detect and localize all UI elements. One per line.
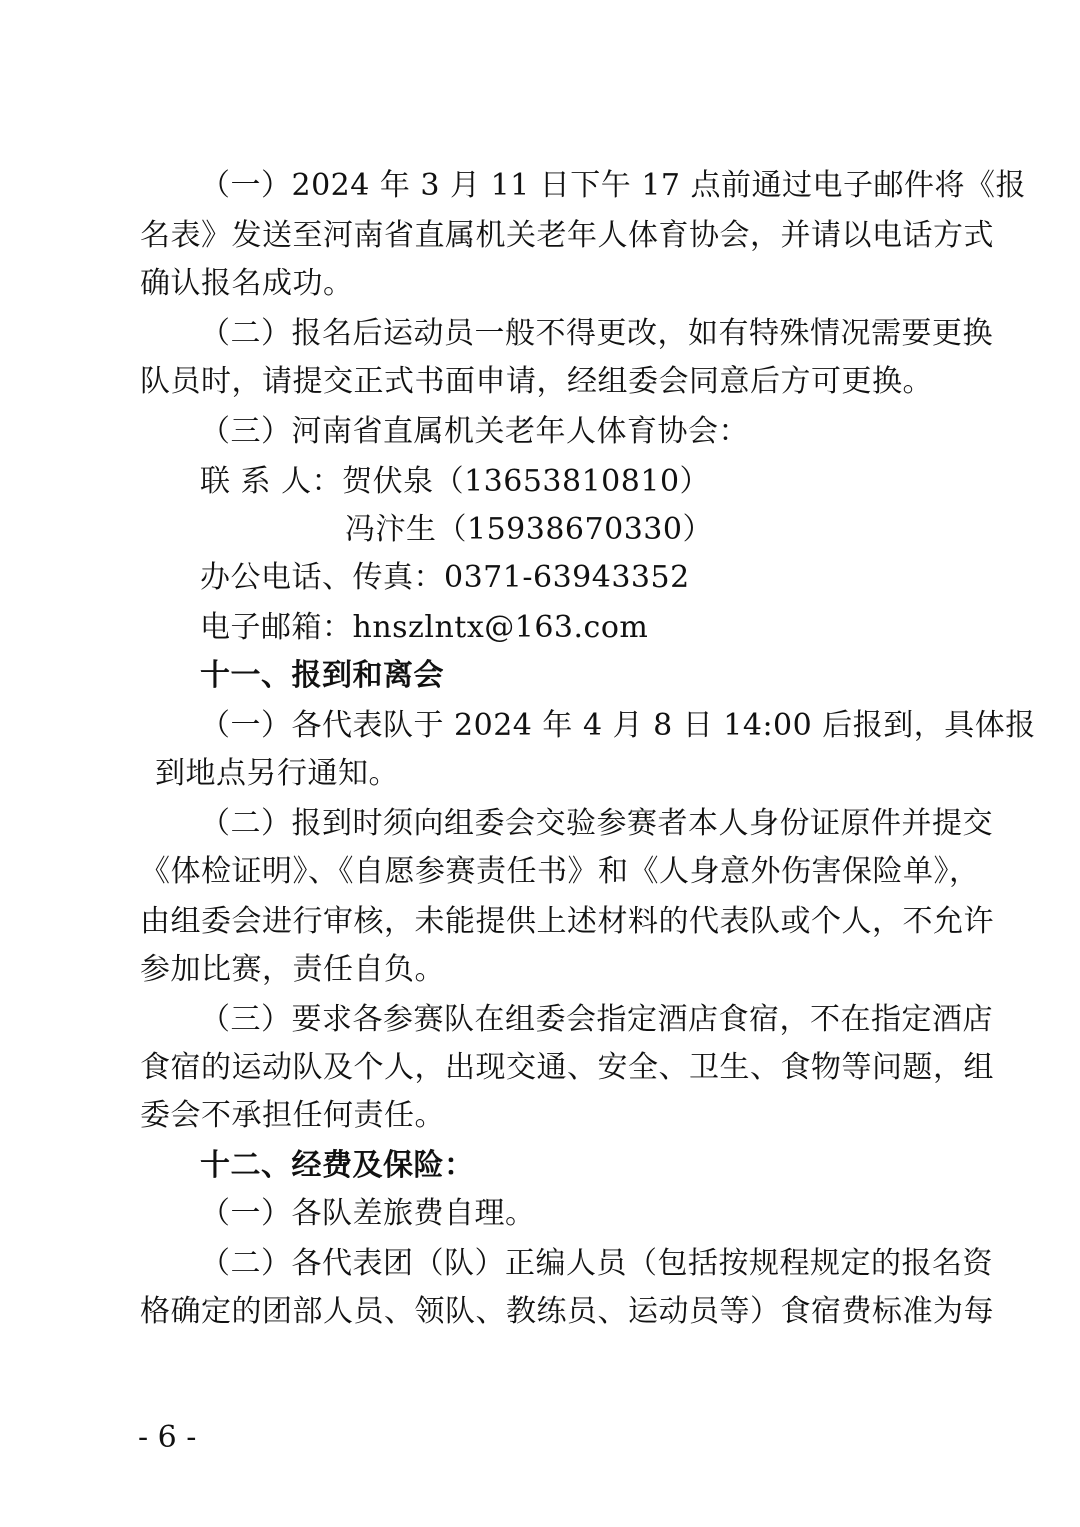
contact-line: 联 系 人：贺伏泉（13653810810）: [200, 464, 711, 499]
paragraph-line: （三）要求各参赛队在组委会指定酒店食宿，不在指定酒店: [200, 1002, 993, 1037]
paragraph-line: 格确定的团部人员、领队、教练员、运动员等）食宿费标准为每: [140, 1294, 994, 1329]
paragraph-line: 队员时，请提交正式书面申请，经组委会同意后方可更换。: [140, 364, 933, 399]
paragraph-line: （一）各代表队于 2024 年 4 月 8 日 14:00 后报到，具体报: [200, 708, 1036, 743]
paragraph-line: 《体检证明》、《自愿参赛责任书》和《人身意外伤害保险单》，: [140, 854, 980, 889]
paragraph-line: 由组委会进行审核，未能提供上述材料的代表队或个人，不允许: [140, 904, 994, 939]
paragraph-line: 委会不承担任何责任。: [140, 1098, 445, 1133]
page-number: - 6 -: [138, 1420, 197, 1455]
paragraph-line: （三）河南省直属机关老年人体育协会：: [200, 414, 749, 449]
email-line: 电子邮箱：hnszlntx@163.com: [200, 610, 649, 645]
paragraph-line: 食宿的运动队及个人，出现交通、安全、卫生、食物等问题，组: [140, 1050, 994, 1085]
paragraph-line: 到地点另行通知。: [155, 756, 399, 791]
phone-fax-line: 办公电话、传真：0371-63943352: [200, 560, 690, 595]
paragraph-line: 名表》发送至河南省直属机关老年人体育协会，并请以电话方式: [140, 218, 994, 253]
paragraph-line: （二）报到时须向组委会交验参赛者本人身份证原件并提交: [200, 806, 993, 841]
contact-line: 冯汴生（15938670330）: [345, 512, 713, 547]
section-heading: 十二、经费及保险：: [200, 1148, 475, 1183]
paragraph-line: （二）各代表团（队）正编人员（包括按规程规定的报名资: [200, 1246, 993, 1281]
paragraph-line: （一）2024 年 3 月 11 日下午 17 点前通过电子邮件将《报: [200, 168, 1027, 203]
paragraph-line: （一）各队差旅费自理。: [200, 1196, 536, 1231]
paragraph-line: 确认报名成功。: [140, 266, 354, 301]
paragraph-line: （二）报名后运动员一般不得更改，如有特殊情况需要更换: [200, 316, 993, 351]
section-heading: 十一、报到和离会: [200, 658, 444, 693]
paragraph-line: 参加比赛，责任自负。: [140, 952, 445, 987]
